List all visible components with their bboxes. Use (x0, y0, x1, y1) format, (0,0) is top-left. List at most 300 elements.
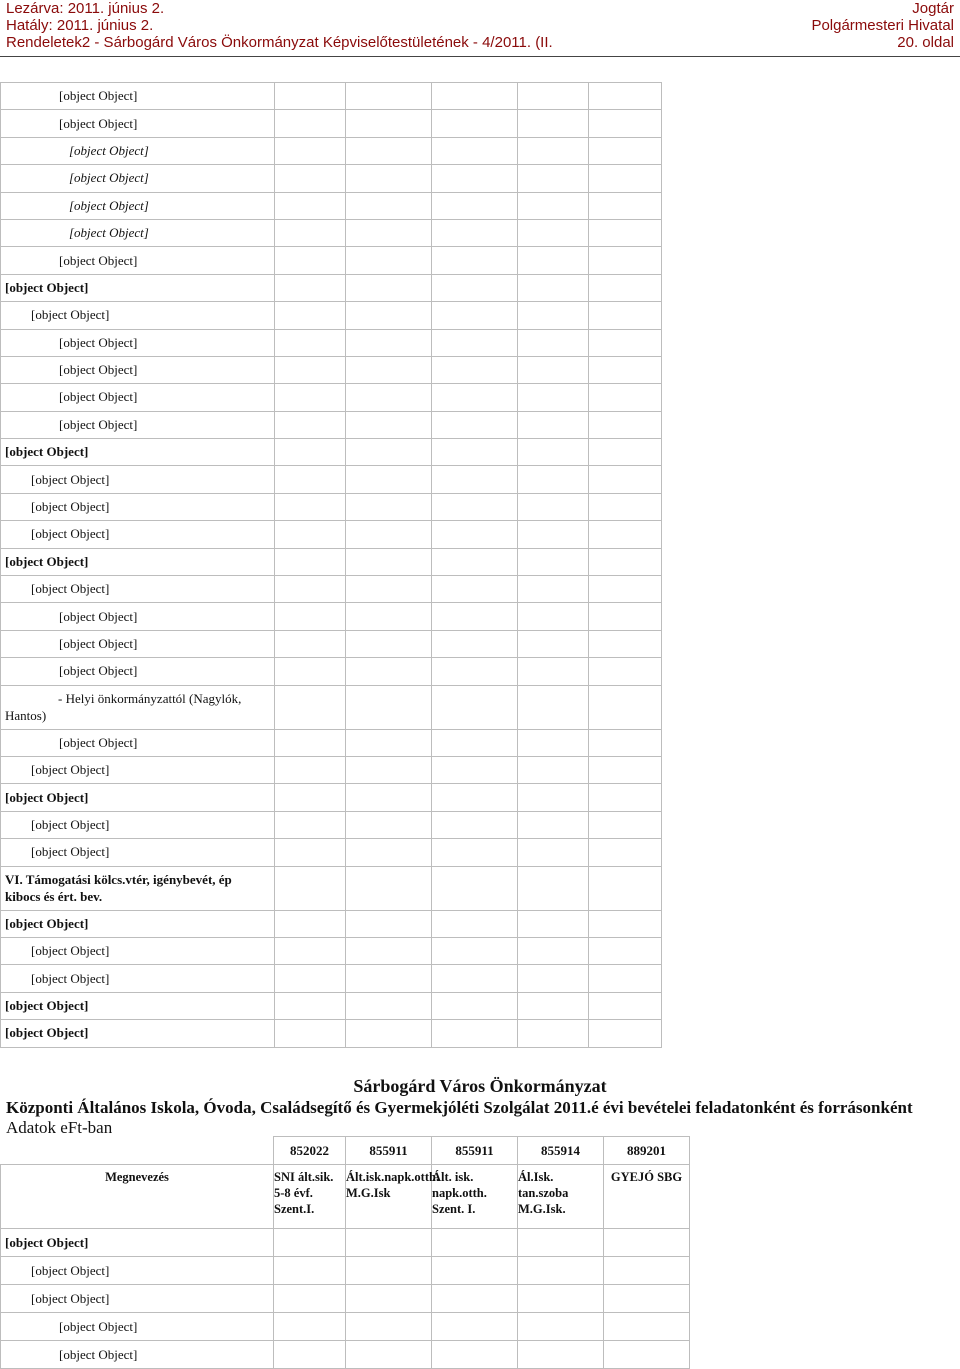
row-label: [object Object] (1, 603, 275, 630)
name-header: Megnevezés (1, 1165, 274, 1229)
value-cell (275, 910, 346, 937)
row-label: [object Object] (1, 576, 275, 603)
row-label: [object Object] (1, 274, 275, 301)
value-cell (275, 603, 346, 630)
value-cell (589, 866, 662, 910)
row-label-line1: VI. Támogatási kölcs.vtér, igénybevét, ép (5, 872, 232, 888)
col-head-2-line1: Ált.isk.napk.otth. (346, 1170, 440, 1184)
row-label-line2: Hantos) (5, 708, 47, 724)
table-row (1, 192, 662, 219)
value-cell (274, 1229, 346, 1257)
value-cell (518, 165, 589, 192)
table-row (1, 992, 662, 1019)
value-cell (274, 1313, 346, 1341)
value-cell (346, 1257, 432, 1285)
header-document-title: Rendeletek2 - Sárbogárd Város Önkormányzat Képviselőtestületének - 4/2011. (II. (6, 34, 553, 51)
table-row (1, 811, 662, 838)
value-cell (432, 1313, 518, 1341)
value-cell (589, 110, 662, 137)
col-head-2-line2: M.G.Isk (346, 1186, 391, 1200)
table-row (1, 110, 662, 137)
value-cell (518, 1341, 604, 1369)
value-cell (346, 466, 432, 493)
value-cell (518, 729, 589, 756)
row-label: [object Object] (1, 910, 275, 937)
row-label: [object Object] (1, 356, 275, 383)
value-cell (589, 992, 662, 1019)
value-cell (275, 329, 346, 356)
value-cell (518, 302, 589, 329)
value-cell (346, 729, 432, 756)
row-label: [object Object] (1, 992, 275, 1019)
row-label: [object Object] (1, 411, 275, 438)
table-row (1, 1229, 690, 1257)
value-cell (589, 685, 662, 729)
value-cell (589, 965, 662, 992)
table-row (1, 493, 662, 520)
value-cell (589, 466, 662, 493)
value-cell (275, 839, 346, 866)
value-cell (346, 1020, 432, 1047)
value-cell (432, 1285, 518, 1313)
value-cell (518, 356, 589, 383)
value-cell (589, 630, 662, 657)
header-divider (0, 56, 960, 57)
col-head-1 (274, 1165, 346, 1229)
value-cell (346, 866, 432, 910)
row-label: [object Object] (1, 1341, 274, 1369)
value-cell (518, 937, 589, 964)
col-head-4-line3: M.G.Isk. (518, 1202, 566, 1216)
value-cell (275, 302, 346, 329)
table-row (1, 466, 662, 493)
value-cell (275, 729, 346, 756)
value-cell (432, 1229, 518, 1257)
table-row (1, 439, 662, 466)
column-header-row (1, 1165, 690, 1229)
revenue-table-2-body (1, 1137, 690, 1369)
value-cell (518, 137, 589, 164)
value-cell (346, 685, 432, 729)
code-row (1, 1137, 690, 1165)
row-label: [object Object] (1, 548, 275, 575)
col-head-4-line2: tan.szoba (518, 1186, 569, 1200)
table-row (1, 1285, 690, 1313)
row-label: [object Object] (1, 1229, 274, 1257)
value-cell (518, 1285, 604, 1313)
value-cell (346, 839, 432, 866)
value-cell (518, 965, 589, 992)
table-row (1, 756, 662, 783)
value-cell (589, 756, 662, 783)
section-title-municipality: Sárbogárd Város Önkormányzat (353, 1076, 607, 1096)
value-cell (432, 384, 518, 411)
header-effective-date: Hatály: 2011. június 2. (6, 17, 154, 34)
value-cell (275, 576, 346, 603)
table-row (1, 1341, 690, 1369)
row-label: [object Object] (1, 658, 275, 685)
value-cell (589, 439, 662, 466)
table-row (1, 685, 662, 729)
value-cell (432, 756, 518, 783)
row-label: [object Object] (1, 784, 275, 811)
header-page-number: 20. oldal (897, 34, 954, 51)
row-label: [object Object] (1, 1257, 274, 1285)
col-head-3-line1: Ált. isk. (432, 1170, 474, 1184)
table-row (1, 1020, 662, 1047)
code-855911-b: 855911 (432, 1137, 518, 1165)
value-cell (604, 1229, 690, 1257)
value-cell (346, 576, 432, 603)
col-head-3 (432, 1165, 518, 1229)
value-cell (518, 1020, 589, 1047)
value-cell (518, 992, 589, 1019)
code-855914: 855914 (518, 1137, 604, 1165)
row-label: [object Object] (1, 756, 275, 783)
value-cell (346, 219, 432, 246)
row-label-line2: kibocs és ért. bev. (5, 889, 103, 905)
value-cell (589, 729, 662, 756)
value-cell (432, 302, 518, 329)
value-cell (432, 784, 518, 811)
value-cell (432, 192, 518, 219)
value-cell (432, 630, 518, 657)
value-cell (432, 165, 518, 192)
value-cell (346, 137, 432, 164)
value-cell (518, 811, 589, 838)
row-label: [object Object] (1, 839, 275, 866)
row-label: [object Object] (1, 137, 275, 164)
value-cell (275, 137, 346, 164)
value-cell (346, 356, 432, 383)
value-cell (518, 439, 589, 466)
value-cell (518, 521, 589, 548)
row-label: [object Object] (1, 466, 275, 493)
row-label: [object Object] (1, 439, 275, 466)
value-cell (275, 521, 346, 548)
value-cell (518, 110, 589, 137)
value-cell (518, 493, 589, 520)
row-label-line1: - Helyi önkormányzattól (Nagylók, (58, 691, 242, 707)
code-row-spacer (1, 1137, 274, 1165)
value-cell (432, 729, 518, 756)
table-row (1, 356, 662, 383)
value-cell (275, 1020, 346, 1047)
table-row (1, 521, 662, 548)
value-cell (275, 811, 346, 838)
value-cell (518, 274, 589, 301)
header-publisher: Jogtár (912, 0, 954, 17)
value-cell (346, 165, 432, 192)
row-label: [object Object] (1, 329, 275, 356)
value-cell (518, 1257, 604, 1285)
col-head-3-line3: Szent. I. (432, 1202, 476, 1216)
row-label: [object Object] (1, 937, 275, 964)
revenue-table-top (0, 82, 662, 1048)
value-cell (432, 839, 518, 866)
value-cell (432, 811, 518, 838)
value-cell (518, 466, 589, 493)
table-row (1, 302, 662, 329)
value-cell (432, 1257, 518, 1285)
value-cell (589, 329, 662, 356)
row-label: [object Object] (1, 729, 275, 756)
table-row (1, 411, 662, 438)
value-cell (346, 274, 432, 301)
value-cell (518, 630, 589, 657)
value-cell (518, 384, 589, 411)
row-label: [object Object] (1, 302, 275, 329)
row-label: [object Object] (1, 384, 275, 411)
col-head-1-line1: SNI ált.sik. (274, 1170, 334, 1184)
value-cell (346, 630, 432, 657)
table-row (1, 274, 662, 301)
value-cell (518, 329, 589, 356)
value-cell (589, 302, 662, 329)
table-row (1, 866, 662, 910)
value-cell (432, 493, 518, 520)
value-cell (346, 110, 432, 137)
table-row (1, 329, 662, 356)
value-cell (346, 83, 432, 110)
value-cell (432, 1020, 518, 1047)
row-label: [object Object] (1, 1313, 274, 1341)
value-cell (432, 466, 518, 493)
value-cell (589, 247, 662, 274)
table-row (1, 965, 662, 992)
value-cell (275, 356, 346, 383)
value-cell (432, 439, 518, 466)
value-cell (346, 784, 432, 811)
table-row (1, 937, 662, 964)
value-cell (346, 329, 432, 356)
table-row (1, 784, 662, 811)
revenue-table-top-body (1, 83, 662, 1048)
row-label-multiline (1, 866, 275, 910)
row-label: [object Object] (1, 165, 275, 192)
table-row (1, 576, 662, 603)
value-cell (589, 274, 662, 301)
value-cell (589, 165, 662, 192)
value-cell (604, 1313, 690, 1341)
value-cell (274, 1285, 346, 1313)
table-row (1, 165, 662, 192)
row-label: [object Object] (1, 110, 275, 137)
value-cell (518, 784, 589, 811)
value-cell (346, 247, 432, 274)
col-head-1-line2: 5-8 évf. (274, 1186, 313, 1200)
value-cell (432, 548, 518, 575)
value-cell (275, 630, 346, 657)
value-cell (275, 439, 346, 466)
col-head-2 (346, 1165, 440, 1229)
value-cell (346, 811, 432, 838)
value-cell (518, 658, 589, 685)
value-cell (589, 910, 662, 937)
table-row (1, 384, 662, 411)
table-row (1, 83, 662, 110)
row-label: [object Object] (1, 630, 275, 657)
row-label: [object Object] (1, 521, 275, 548)
value-cell (589, 411, 662, 438)
value-cell (589, 83, 662, 110)
value-cell (275, 384, 346, 411)
value-cell (518, 1229, 604, 1257)
value-cell (346, 937, 432, 964)
section-units-note: Adatok eFt-ban (6, 1118, 113, 1137)
value-cell (518, 756, 589, 783)
value-cell (346, 992, 432, 1019)
value-cell (346, 910, 432, 937)
value-cell (275, 548, 346, 575)
value-cell (518, 1313, 604, 1341)
col-head-5-line1: GYEJÓ SBG (610, 1170, 683, 1184)
row-label: [object Object] (1, 811, 275, 838)
value-cell (346, 1341, 432, 1369)
value-cell (346, 965, 432, 992)
value-cell (346, 439, 432, 466)
value-cell (346, 493, 432, 520)
section-title-school: Központi Általános Iskola, Óvoda, Családsegítő és Gyermekjóléti Szolgálat 2011.é évi bevételei feladatonként és forrásonként (6, 1098, 913, 1117)
value-cell (346, 411, 432, 438)
table-row (1, 729, 662, 756)
value-cell (432, 658, 518, 685)
value-cell (275, 192, 346, 219)
table-row (1, 658, 662, 685)
value-cell (346, 302, 432, 329)
col-head-3-line2: napk.otth. (432, 1186, 487, 1200)
value-cell (275, 937, 346, 964)
row-label: [object Object] (1, 247, 275, 274)
value-cell (518, 866, 589, 910)
value-cell (432, 603, 518, 630)
value-cell (589, 1020, 662, 1047)
table-row (1, 247, 662, 274)
header-office: Polgármesteri Hivatal (811, 17, 954, 34)
code-855911-a: 855911 (346, 1137, 432, 1165)
value-cell (275, 274, 346, 301)
value-cell (432, 1341, 518, 1369)
table-row (1, 630, 662, 657)
value-cell (346, 521, 432, 548)
value-cell (589, 839, 662, 866)
value-cell (432, 685, 518, 729)
value-cell (589, 603, 662, 630)
value-cell (275, 466, 346, 493)
value-cell (275, 411, 346, 438)
value-cell (432, 110, 518, 137)
value-cell (432, 411, 518, 438)
value-cell (589, 219, 662, 246)
code-889201: 889201 (604, 1137, 690, 1165)
value-cell (589, 137, 662, 164)
value-cell (432, 866, 518, 910)
value-cell (275, 493, 346, 520)
value-cell (346, 603, 432, 630)
value-cell (275, 965, 346, 992)
table-row (1, 910, 662, 937)
table-row (1, 548, 662, 575)
value-cell (346, 658, 432, 685)
value-cell (346, 1229, 432, 1257)
value-cell (275, 83, 346, 110)
row-label: [object Object] (1, 493, 275, 520)
value-cell (589, 493, 662, 520)
value-cell (432, 576, 518, 603)
value-cell (432, 992, 518, 1019)
value-cell (275, 866, 346, 910)
value-cell (518, 839, 589, 866)
header-closed-date: Lezárva: 2011. június 2. (6, 0, 165, 17)
value-cell (518, 219, 589, 246)
value-cell (589, 521, 662, 548)
value-cell (346, 384, 432, 411)
value-cell (589, 384, 662, 411)
value-cell (604, 1341, 690, 1369)
value-cell (589, 548, 662, 575)
value-cell (604, 1285, 690, 1313)
row-label-multiline (1, 685, 275, 729)
value-cell (604, 1257, 690, 1285)
value-cell (275, 247, 346, 274)
col-head-1-line3: Szent.I. (274, 1202, 315, 1216)
value-cell (275, 784, 346, 811)
value-cell (432, 937, 518, 964)
value-cell (589, 811, 662, 838)
value-cell (432, 274, 518, 301)
value-cell (589, 658, 662, 685)
value-cell (518, 192, 589, 219)
value-cell (518, 83, 589, 110)
value-cell (518, 411, 589, 438)
table-row (1, 219, 662, 246)
row-label: [object Object] (1, 965, 275, 992)
row-label: [object Object] (1, 1020, 275, 1047)
value-cell (518, 576, 589, 603)
value-cell (275, 219, 346, 246)
value-cell (432, 137, 518, 164)
value-cell (432, 247, 518, 274)
table-row (1, 1313, 690, 1341)
value-cell (346, 1313, 432, 1341)
value-cell (589, 784, 662, 811)
value-cell (432, 83, 518, 110)
value-cell (346, 1285, 432, 1313)
code-852022: 852022 (274, 1137, 346, 1165)
value-cell (432, 965, 518, 992)
col-head-4-line1: Ál.Isk. (518, 1170, 554, 1184)
row-label: [object Object] (1, 83, 275, 110)
value-cell (589, 937, 662, 964)
value-cell (275, 685, 346, 729)
table-row (1, 137, 662, 164)
value-cell (346, 192, 432, 219)
value-cell (275, 165, 346, 192)
table-row (1, 1257, 690, 1285)
value-cell (589, 576, 662, 603)
table-row (1, 839, 662, 866)
col-head-4 (518, 1165, 604, 1229)
value-cell (346, 756, 432, 783)
row-label: [object Object] (1, 219, 275, 246)
revenue-table-2 (0, 1136, 690, 1369)
value-cell (275, 658, 346, 685)
row-label: [object Object] (1, 1285, 274, 1313)
value-cell (274, 1341, 346, 1369)
value-cell (432, 329, 518, 356)
value-cell (589, 192, 662, 219)
value-cell (589, 356, 662, 383)
